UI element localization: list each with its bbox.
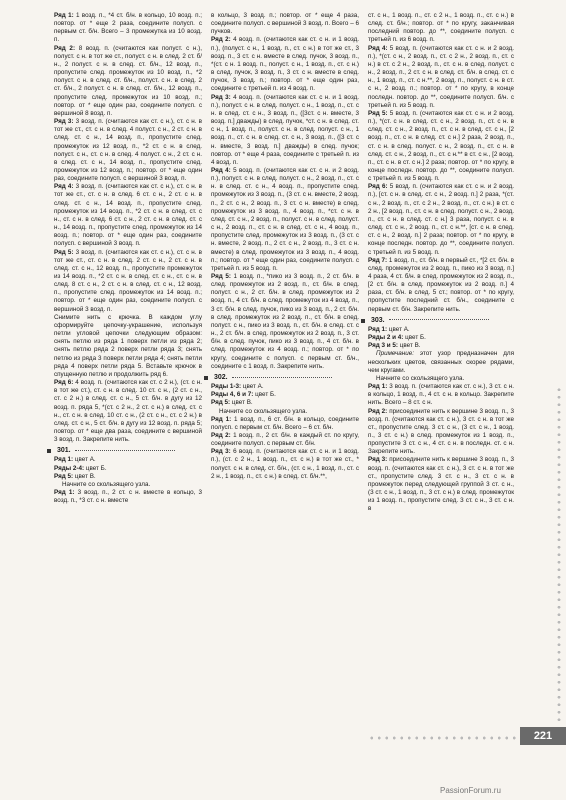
row-label: Ряд 5: (54, 472, 74, 480)
row-label: Ряд 7: (368, 256, 388, 264)
paragraph: Начните со скользящего узла. (376, 374, 465, 382)
color-row (368, 326, 514, 334)
paragraph (368, 383, 514, 407)
row-label: Ряд 5: (211, 399, 231, 407)
page-number: 221 (520, 727, 566, 745)
row-label: Ряд 1: (54, 456, 74, 464)
row-label: Ряд 2: (368, 407, 388, 415)
heading-divider (389, 319, 489, 320)
color-row (368, 334, 514, 342)
paragraph-text: 1 возд. п., *пико из 3 возд. п., 2 ст. б/н. в след. промежуток из 2 возд. п., ст. б/н. в след. полуст. с н., 2 ст. б/н. в след. промежуток из 2 возд. п., 4 ст. б/н. в след. промежуток из 4 возд. п., 3 ст. б/н. в след. пучок, пико из 3 возд. п., 2 ст. б/н. в след. промежуток из 2 возд. п., ст. б/н. в след. полуст. с н., пико из 3 возд. п., ст. б/н. в след. ст. с н., 2 ст. б/н. в след. промежуток из 2 возд. п., 3 ст. б/н. в след. пучок, пико из 3 возд. п., 4 ст. б/н. в след. промежуток из 4 возд. п.; повтор. от * по кругу, соедините с полусп. с первым ст. б/н., соедините с 1 возд. п. Закрепите нить. (211, 273, 360, 370)
paragraph (211, 167, 359, 273)
decorative-dots-horizontal (368, 735, 518, 741)
color-row (211, 383, 359, 391)
note-text: этот узор предназначен для нескольких цветов, связанных скорее рядами, чем кругами. (368, 350, 514, 374)
pattern-number: 303. (371, 316, 385, 324)
paragraph (211, 94, 359, 167)
decorative-dots-vertical (557, 386, 561, 726)
paragraph-text: 4 возд. п. (считаются как ст. с н. и 1 возд. п.), (полуст. с н., 1 возд. п., ст. с н.) в тот же ст., 3 возд. п., 3 ст. с н. вместе в след. пучок, 3 возд. п., *(ст. с н. 1 возд. п., полуст. с н., 1 возд. п., ст. с н.) в след. пучок, 3 возд. п., 3 ст. с н. вместе в след. пучок, 3 возд. п.; повтор. от * еще один раз, соедините с третьей п. из 4 возд. п. (211, 36, 359, 93)
paragraph: Начните со скользящего узла. (62, 480, 151, 488)
color-value: цвет А. (387, 325, 410, 333)
row-label: Ряд 4: (211, 166, 231, 174)
paragraph-text: 5 возд. п. (считаются как ст. с н. и 2 возд. п.), *(ст. с н. в след. ст. с н., 2 возд. п., ст. с н. в след. ст. с н., 2 возд. п., ст. с н. в след. ст. с н., [2 возд. п., ст. с н. в след. ст. с н.] 2 раза, 2 возд. п., ст. с н. в след. полуст. с н., 2 возд. п., ст. с н. в след. ст. с н., 2 возд. п., ст. с н.** в ст. с н., [2 возд. п., ст. с н. в ст. с н.] 2 раза; повтор. от * по кругу, в конце последн. повтор. до **, соедините полусп. с третьей п. из 5 возд. п. (368, 109, 514, 183)
row-label: Ряд 1: (54, 489, 75, 497)
color-row (54, 473, 202, 481)
heading-divider (75, 450, 175, 451)
paragraph: ст. с н., 1 возд. п., ст. с 2 н., 1 возд. п., ст. с н.) в след. ст. б/н.; повтор. от * по кругу, заканчивая последний повтор. до **, соедините полусп. с третьей п. из 6 возд. п. (368, 12, 514, 44)
paragraph (54, 12, 202, 45)
paragraph-text: 3 возд. п. (считаются как ст. с н.), ст. с н. в тот же ст., ст. с н. в след. 4 полуст. с н., 2 ст. с н. в след. ст. с н., 14 возд. п., пропустите след. промежуток из 12 возд. п., *2 ст. с н. в след. полуст. с н., ст. с н. в след. 4 полуст. с н., 2 ст. с н. в след. ст. с н., 14 возд. п., пропустите след. промежуток из 12 возд. п.; повтор. от * еще один раз, соедините полусп. с вершиной 3 возд. п. (54, 118, 202, 183)
row-label: Ряд 2: (54, 44, 76, 52)
row-label: Ряд 2: (211, 431, 231, 439)
row-label: Ряды 1-3: (211, 383, 242, 391)
paragraph-text: 3 возд. п. (считаются как ст. с н.), ст. с н. в тот же ст., ст. с н. в след. 6 ст. с н., 2 ст. с н. в след. ст. с н., 14 возд. п., пропустите след. промежуток из 14 возд. п., *2 ст. с н. в след. ст. с н., ст. с н. в след. 6 ст. с н., 2 ст. с н. в след. ст. с н., 14 возд. п., пропустите след. промежуток из 14 возд. п.; повтор. от * еще один раз, соедините полусп. с вершиной 3 возд. п. (54, 183, 202, 248)
paragraph (211, 416, 359, 432)
square-bullet-icon (204, 376, 208, 380)
row-label: Ряды 4, 6 и 7: (211, 391, 254, 399)
row-label: Ряды 2-4: (54, 464, 85, 472)
row-label: Ряд 5: (211, 273, 231, 280)
paragraph-text: 3 возд. п., 2 ст. с н. вместе в кольцо, 3 возд. п., *3 ст. с н. вместе (54, 489, 203, 505)
paragraph-text: присоедините нить к вершине 3 возд. п., 3 возд. п. (считаются как ст. с н.), 3 ст. с н. в тот же ст., пропустите след. 3 ст. с н., (3 ст. с н., 1 возд. п., 3 ст. с н.) в след. промежуток из 1 возд. п., пропустите 3 ст. с н., 4 ст. с н. в последн. ст. с н. Закрепите нить. (368, 407, 515, 456)
paragraph-text: 1 возд. п., ст. б/н. в первый ст., *[2 ст. б/н. в след. промежуток из 2 возд. п., пико из 3 возд. п.] 4 раза, 4 ст. б/н. в след. промежуток из 2 возд. п., [2 ст. б/н. в след. промежуток из 2 возд. п.] 4 раза, ст. б/н. в след. 5 ст.; повтор. от * по кругу, пропустите последний ст. б/н., соедините с первым ст. б/н. Закрепите нить. (368, 256, 514, 313)
paragraph (368, 183, 514, 256)
paragraph-text: 4 возд. п. (считаются как ст. с 2 н.), (ст. с н. в тот же ст.), ст. с н. в след. 10 ст. с н., (2 ст. с н., ст. с 2 н.) в след. ст. с н., 5 ст. б/н. в дугу из 12 возд. п. ряда 5, *(ст. с 2 н., 2 ст. с н.) в след. ст. с н., ст. с н. в след. 10 ст. с н., (2 ст. с н., ст. с 2 н.) в след. ст. с н., 5 ст. б/н. в дугу из 12 возд. п. ряда 5; повтор. от * еще два раза, соедините с вершиной 3 возд. п. Закрепите нить. (54, 379, 202, 444)
row-label: Ряд 1: (368, 383, 388, 391)
paragraph-text: 8 возд. п. (считаются как полуст. с н.), полуст. с н. в тот же ст., полуст. с н. в след. 2 ст. б/н., 2 полуст. с н. в след. ст. б/н., 12 возд. п., пропустите след. промежуток из 10 возд. п., *2 полуст. с н. в след. ст. б/н., полуст. с н. в след. 2 ст. б/н., 2 полуст. с н. в след. ст. б/н., 12 возд. п., пропустите след. промежуток из 10 возд. п.; повтор. от * еще один раз, соедините полусп. с вершиной 8 возд. п. (54, 44, 203, 117)
row-label: Ряд 3: (368, 456, 388, 464)
paragraph: Начните со скользящего узла. (219, 407, 308, 415)
paragraph-text: 5 возд. п. (считаются как ст. с н. и 2 возд. п.), полуст. с н. в след. полуст. с н., 2 возд. п., ст. с н. в след. ст. с н., 4 возд. п., пропустите след. промежуток из 3 возд. п., (3 ст. с н. вместе, 2 возд. п., 2 ст. с н., 2 возд. п., 3 ст. с н. вместе) в след. промежуток из 3 возд. п., 4 возд. п., *ст. с н. в след. ст. с н., 2 возд. п., полуст. с н. в след. полуст. с н., 2 возд. п., ст. с н. в след. ст. с н., 4 возд. п., пропустите след. промежуток из 3 возд. п., (3 ст. с н. вместе, 2 возд. п., 2 ст. с н., 2 возд. п., 3 ст. с н. вместе) в след. промежуток из 3 возд. п., 4 возд. п.; повтор. от * еще один раз, соедините полусп. с третьей п. из 5 возд. п. (211, 166, 359, 272)
row-label: Ряд 1: (368, 325, 388, 333)
heading-divider (232, 377, 332, 378)
color-value: цвет Б. (84, 464, 107, 472)
paragraph-text: присоедините нить к вершине 3 возд. п., 3 возд. п. (считаются как ст. с н.), 3 ст. с н. в тот же ст., пропустите след. 3 ст. с н., 3 ст. с н. в промежуток перед следующей группой 3 ст. с н., (3 ст. с н., 1 возд. п., 3 ст. с н.) в след. промежуток из 1 возд. п., пропустите след. 3 ст. с н., 3 ст. с н. в (368, 456, 515, 513)
paragraph (368, 456, 514, 513)
color-value: цвет А. (241, 383, 264, 391)
column-right (368, 12, 514, 514)
watermark: PassionForum.ru (440, 786, 501, 795)
column-middle (211, 12, 359, 481)
color-row (211, 391, 359, 399)
paragraph-text: 5 возд. п. (считаются как ст. с н. и 2 возд. п.), [ст. с н. в след. ст. с н., 2 возд. п.] 2 раза, *(ст. с н., 2 возд. п., ст. с 2 н., 2 возд. п., ст. с н.) в ст. с 2 н., [2 возд. п., ст. с н. в след. полуст. с н., 2 возд. п., ст. с н. в след. ст. с н.] 3 раза, полуст. с н. в след. ст. с н., 2 возд. п., ст. с н.**, [ст. с н. в след. ст. с н., 2 возд. п.] 2 раза; повтор. от * по кругу, в конце последн. повтор. до **, соедините полусп. с третьей п. из 5 возд. п. (368, 183, 514, 256)
paragraph (211, 432, 359, 448)
pattern-number: 301. (57, 447, 71, 455)
paragraph (211, 36, 359, 93)
pattern-heading-303 (368, 317, 514, 325)
paragraph (368, 408, 514, 457)
note-paragraph (368, 350, 514, 374)
color-value: цвет А. (73, 456, 96, 464)
row-label: Ряд 4: (54, 183, 74, 191)
color-value: цвет Б. (403, 334, 426, 342)
row-label: Ряд 5: (54, 248, 74, 256)
square-bullet-icon (361, 319, 365, 323)
color-value: цвет В. (73, 472, 96, 480)
paragraph (368, 110, 514, 183)
row-label: Ряд 3: (54, 118, 74, 126)
row-label: Ряд 5: (368, 109, 388, 117)
paragraph-text: 1 возд. п., 6 ст. б/н. в кольцо, соедините полусп. с первым ст. б/н. Всего – 6 ст. б/н. (211, 415, 359, 431)
paragraph (54, 183, 202, 248)
paragraph (54, 379, 202, 444)
paragraph-text: 3 возд. п. (считаются как ст. с н.), ст. с н. в тот же ст., ст. с н. в след. 2 ст. с н., 2 ст. с н. в след. ст. с н., 12 возд. п., пропустите промежуток из 14 возд. п., *2 ст. с н. в след. ст. с н., ст. с н. в след. 8 ст. с н., 2 ст. с н. в след. ст. с н., 12 возд. п., пропустите след. промежуток из 14 возд. п.; повтор. от * еще один раз, соедините полусп. с вершиной 3 возд. п. (54, 248, 202, 313)
pattern-heading-302 (211, 374, 359, 382)
row-label: Ряд 3 и 5: (368, 342, 399, 350)
note-label: Примечание: (376, 350, 415, 358)
row-label: Ряды 2 и 4: (368, 334, 404, 342)
row-label: Ряд 1: (54, 12, 74, 19)
color-row (211, 399, 359, 407)
color-value: цвет Б. (253, 391, 276, 399)
paragraph (211, 448, 359, 481)
paragraph-text: 3 возд. п. (считаются как ст. с н.), 3 ст. с н. в кольцо, 1 возд. п., 4 ст. с н. в кольцо. Закрепите нить. Всего – 8 ст. с н. (368, 383, 514, 407)
paragraph (211, 273, 359, 371)
color-row (368, 342, 514, 350)
paragraph (368, 45, 514, 110)
paragraph: в кольцо, 3 возд. п.; повтор. от * еще 4 раза, соедините полусп. с вершиной 3 возд. п. Всего – 6 пучков. (211, 12, 359, 36)
paragraph (54, 118, 202, 183)
color-value: цвет В. (398, 342, 421, 350)
row-label: Ряд 2: (211, 36, 231, 44)
row-label: Ряд 6: (54, 379, 74, 387)
paragraph-text: 4 возд. п. (считаются как ст. с н. и 1 возд. п.), полуст. с н. в след. полуст. с н., 1 возд. п., ст. с н. в след. ст. с н., 3 возд. п., ([3ст. с н. вместе, 3 возд. п.] дважды) в след. пучок, *ст. с н. в след. ст. с н., 1 возд. п., полуст. с н. в след. полуст. с н., 1 возд. п., ст. с н. в след. ст. с н., 3 возд. п., ([3 ст. с н. вместе, 3 возд. п.] дважды) в след. пучок; повтор. от * еще 4 раза, соедините с третьей п. из 4 возд. п. (211, 93, 359, 166)
pattern-number: 302. (214, 373, 228, 381)
paragraph-text: 1 возд. п., *4 ст. б/н. в кольцо, 10 возд. п.; повтор. от * еще 2 раза, соедините полусп. с первым ст. б/н. Всего – 3 промежутка из 10 возд. п. (54, 12, 202, 44)
paragraph: Снимите нить с крючка. В каждом углу сформируйте цепочку-украшение, используя петли угловой цепочки следующим образом: снять петлю из ряда 1 поверх петли из ряда 2; снять петлю ряда 2 поверх петли ряда 3; снять петлю из ряда 3 поверх петли ряда 4; снять петли ряда 4 поверх петли ряда 5. Вставьте крючок в спущенную петлю и продолжить ряд 6. (54, 313, 202, 378)
paragraph-text: 1 возд. п., 2 ст. б/н. в каждый ст. по кругу, соедините полусп. с первым ст. б/н. (211, 431, 359, 448)
column-left (54, 12, 202, 505)
paragraph (54, 489, 202, 505)
paragraph (54, 249, 202, 314)
row-label: Ряд 4: (368, 44, 388, 52)
pattern-heading-301 (54, 447, 202, 455)
color-row (54, 456, 202, 464)
color-row (54, 465, 202, 473)
color-value: цвет В. (230, 399, 253, 407)
row-label: Ряд 6: (368, 183, 388, 191)
paragraph-text: 5 возд. п. (считаются как ст. с н. и 2 возд. п.), *(ст. с н., 2 возд. п., ст. с 2 н., 2 возд. п., ст. с н.) в ст. с 2 н., 2 возд. п., ст. с н. в след. полуст. с н., 2 возд. п., 2 ст. с н. в след. ст. б/н. в след. ст. с н., 1 возд. п., ст. с н.**, 2 возд. п., полуст. с н. в ст. с н., 2 возд. п.; повтор. от * по кругу, в конце последн. повтор. до **, соедините полусп. б/н. с третьей п. из 5 возд. п. (368, 44, 514, 109)
row-label: Ряд 3: (211, 448, 231, 456)
paragraph (54, 45, 202, 118)
square-bullet-icon (47, 449, 51, 453)
paragraph-text: 6 возд. п. (считаются как ст. с н. и 1 возд. п.), (ст. с 2 н., 1 возд. п., ст. с н.) в тот же ст., * полуст. с н. в след. ст. б/н., (ст. с н., 1 возд. п., ст. с 2 н., 1 возд. п., ст. с н.) в след. ст. б/н.**, (211, 448, 359, 480)
row-label: Ряд 1: (211, 415, 232, 423)
paragraph (368, 257, 514, 314)
row-label: Ряд 3: (211, 93, 231, 101)
